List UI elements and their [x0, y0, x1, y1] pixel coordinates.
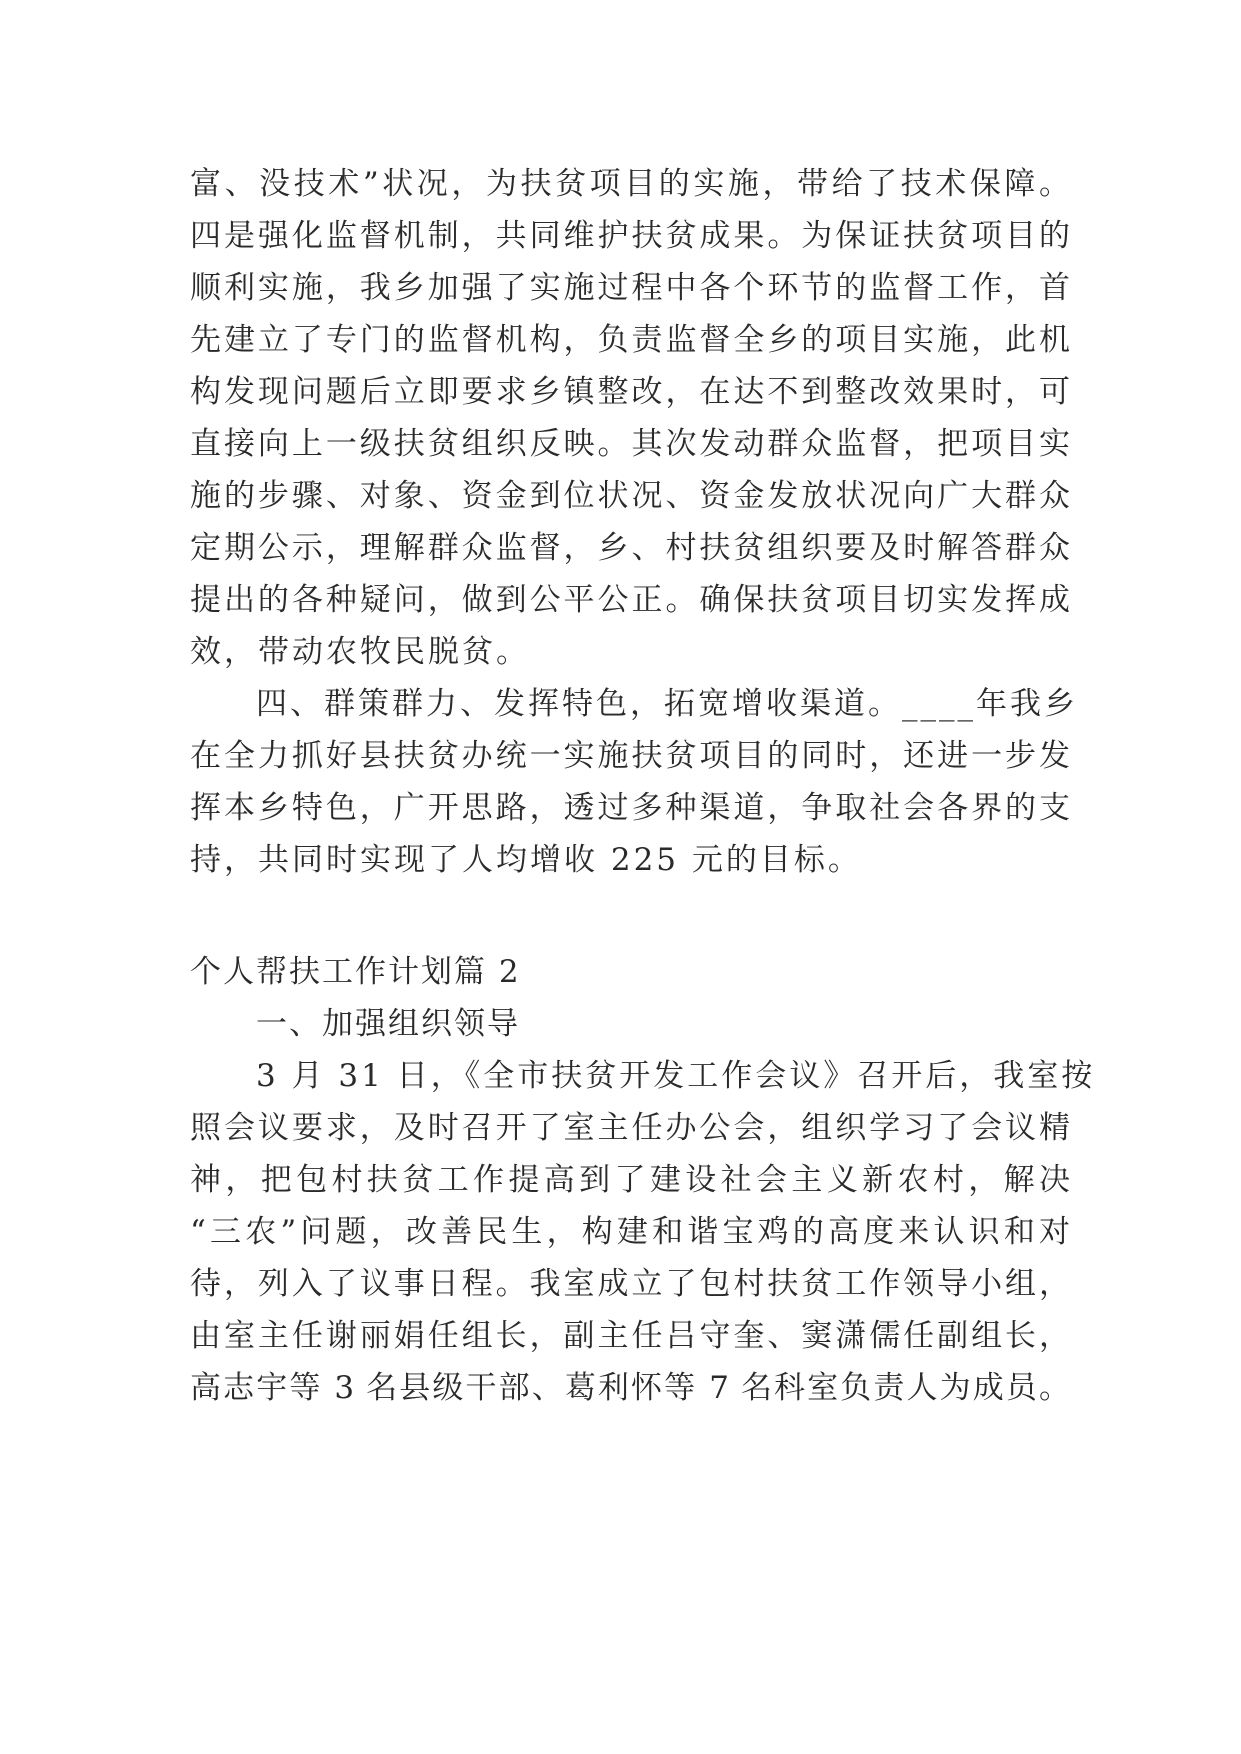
paragraph-1 — [190, 158, 1070, 678]
paragraph-line: 构发现问题后立即要求乡镇整改，在达不到整改效果时，可 — [190, 374, 1070, 410]
paragraph-line: 神，把包村扶贫工作提高到了建设社会主义新农村，解决 — [190, 1162, 1070, 1198]
paragraph-line: 定期公示，理解群众监督，乡、村扶贫组织要及时解答群众 — [190, 530, 1070, 566]
paragraph-line: 3 月 31 日，《全市扶贫开发工作会议》召开后，我室按 — [256, 1058, 1096, 1094]
paragraph-line: 直接向上一级扶贫组织反映。其次发动群众监督，把项目实 — [190, 426, 1070, 462]
subheading: 一、加强组织领导 — [256, 1006, 520, 1042]
paragraph-line: 照会议要求，及时召开了室主任办公会，组织学习了会议精 — [190, 1110, 1070, 1146]
paragraph-3 — [190, 1050, 1096, 1414]
document-body — [190, 158, 1096, 1414]
paragraph-line: “三农”问题，改善民生，构建和谐宝鸡的高度来认识和对 — [190, 1214, 1070, 1250]
paragraph-line: 四是强化监督机制，共同维护扶贫成果。为保证扶贫项目的 — [190, 218, 1070, 254]
paragraph-line: 持，共同时实现了人均增收 225 元的目标。 — [190, 842, 862, 878]
paragraph-line: 由室主任谢丽娟任组长，副主任吕守奎、窦潇儒任副组长， — [190, 1318, 1070, 1354]
paragraph-line: 待，列入了议事日程。我室成立了包村扶贫工作领导小组， — [190, 1266, 1070, 1302]
paragraph-line: 富、没技术”状况，为扶贫项目的实施，带给了技术保障。 — [190, 166, 1070, 202]
paragraph-line: 施的步骤、对象、资金到位状况、资金发放状况向广大群众 — [190, 478, 1070, 514]
paragraph-line: 顺利实施，我乡加强了实施过程中各个环节的监督工作，首 — [190, 270, 1070, 306]
paragraph-line: 四、群策群力、发挥特色，拓宽增收渠道。____年我乡 — [256, 686, 1078, 722]
paragraph-line: 挥本乡特色，广开思路，透过多种渠道，争取社会各界的支 — [190, 790, 1070, 826]
paragraph-line: 先建立了专门的监督机构，负责监督全乡的项目实施，此机 — [190, 322, 1070, 358]
paragraph-line: 在全力抓好县扶贫办统一实施扶贫项目的同时，还进一步发 — [190, 738, 1070, 774]
paragraph-line: 提出的各种疑问，做到公平公正。确保扶贫项目切实发挥成 — [190, 582, 1070, 618]
paragraph-line: 效，带动农牧民脱贫。 — [190, 634, 530, 670]
section-title: 个人帮扶工作计划篇 2 — [190, 954, 521, 990]
section-spacer — [190, 886, 1070, 946]
paragraph-2 — [190, 678, 1078, 886]
paragraph-line: 高志宇等 3 名县级干部、葛利怀等 7 名科室负责人为成员。 — [190, 1370, 1070, 1406]
